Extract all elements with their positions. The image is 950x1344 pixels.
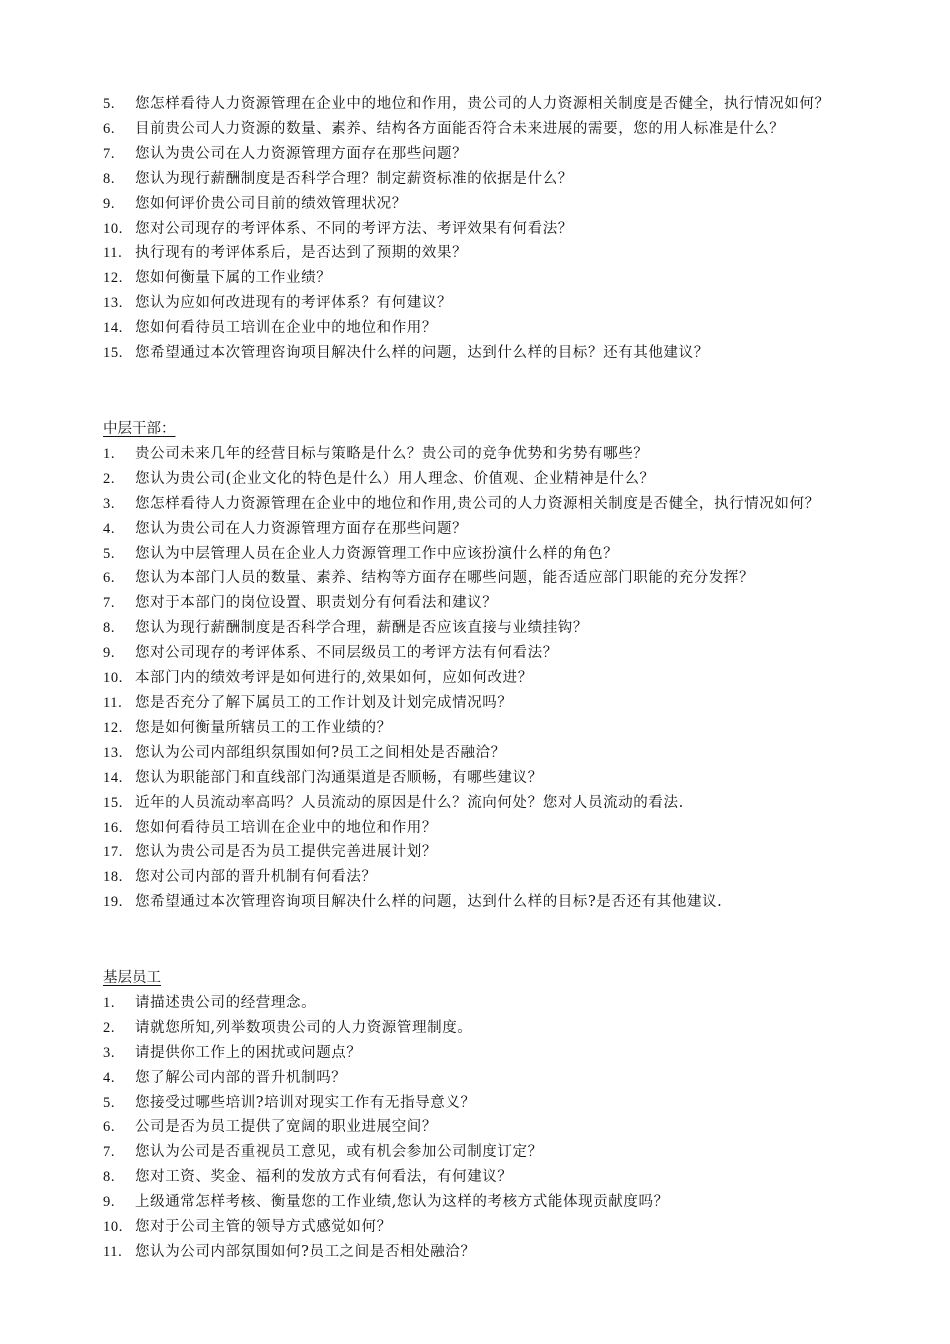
question-item: [103, 192, 873, 217]
question-number: 7.: [103, 145, 116, 162]
question-text: 请描述贵公司的经营理念。: [135, 994, 317, 1011]
question-item: [103, 542, 873, 567]
question-item: [103, 467, 873, 492]
question-number: 19.: [103, 894, 123, 911]
question-item: [103, 890, 873, 915]
question-number: 5.: [103, 545, 116, 562]
question-number: 8.: [103, 620, 116, 637]
question-number: 5.: [103, 96, 116, 112]
question-item: [103, 616, 873, 641]
question-number: 6.: [103, 1119, 116, 1136]
question-number: 11.: [103, 694, 123, 711]
question-number: 13.: [103, 744, 123, 761]
question-text: 近年的人员流动率高吗？人员流动的原因是什么？流向何处？您对人员流动的看法.: [135, 794, 684, 811]
question-text: 您是如何衡量所辖员工的工作业绩的？: [135, 719, 392, 736]
question-item: [103, 641, 873, 666]
question-item: [103, 1041, 873, 1066]
question-number: 10.: [103, 220, 123, 237]
question-number: 4.: [103, 520, 116, 537]
question-text: 您对公司现存的考评体系、不同的考评方法、考评效果有何看法？: [135, 220, 573, 237]
question-text: 您认为贵公司在人力资源管理方面存在那些问题？: [135, 145, 468, 162]
question-item: [103, 142, 873, 167]
question-text: 您认为贵公司是否为员工提供完善进展计划？: [135, 844, 437, 861]
question-item: [103, 291, 873, 316]
question-text: 您认为应如何改进现有的考评体系？有何建议？: [135, 295, 453, 312]
question-item: [103, 691, 873, 716]
question-text: 您认为本部门人员的数量、素养、结构等方面存在哪些问题，能否适应部门职能的充分发挥？: [135, 570, 755, 587]
question-number: 1.: [103, 994, 116, 1011]
question-item: [103, 341, 873, 366]
question-item: [103, 241, 873, 266]
question-item: [103, 1240, 873, 1265]
question-item: [103, 167, 873, 192]
question-number: 12.: [103, 270, 123, 287]
question-number: 2.: [103, 470, 116, 487]
question-item: [103, 1016, 873, 1041]
question-item: [103, 1066, 873, 1091]
question-text: 您认为贵公司在人力资源管理方面存在那些问题？: [135, 520, 468, 537]
question-item: [103, 117, 873, 142]
question-item: [103, 741, 873, 766]
question-text: 您是否充分了解下属员工的工作计划及计划完成情况吗？: [135, 694, 513, 711]
question-item: [103, 492, 873, 517]
question-section-top: [103, 92, 873, 366]
question-number: 17.: [103, 844, 123, 861]
question-number: 14.: [103, 769, 123, 786]
question-text: 您怎样看待人力资源管理在企业中的地位和作用，贵公司的人力资源相关制度是否健全，执行情况如何？: [135, 96, 830, 112]
question-text: 贵公司未来几年的经营目标与策略是什么？贵公司的竞争优势和劣势有哪些？: [135, 445, 649, 462]
question-text: 您对公司现存的考评体系、不同层级员工的考评方法有何看法？: [135, 645, 558, 662]
question-number: 18.: [103, 869, 123, 886]
question-text: 目前贵公司人力资源的数量、素养、结构各方面能否符合未来进展的需要，您的用人标准是什么？: [135, 120, 785, 137]
question-number: 6.: [103, 570, 116, 587]
question-number: 3.: [103, 495, 116, 512]
question-text: 您接受过哪些培训?培训对现实工作有无指导意义？: [135, 1094, 476, 1111]
question-number: 5.: [103, 1094, 116, 1111]
question-item: [103, 716, 873, 741]
question-number: 14.: [103, 320, 123, 337]
question-list: [103, 991, 873, 1265]
question-item: [103, 1190, 873, 1215]
question-text: 您了解公司内部的晋升机制吗？: [135, 1069, 347, 1086]
section-heading: 中层干部：: [103, 421, 176, 437]
question-item: [103, 991, 873, 1016]
question-number: 2.: [103, 1019, 116, 1036]
question-item: [103, 840, 873, 865]
question-text: 您对工资、奖金、福利的发放方式有何看法，有何建议？: [135, 1169, 513, 1186]
question-text: 您认为公司内部氛围如何?员工之间是否相处融洽？: [135, 1243, 476, 1260]
question-number: 4.: [103, 1069, 116, 1086]
question-item: [103, 1165, 873, 1190]
question-text: 您如何看待员工培训在企业中的地位和作用？: [135, 320, 437, 337]
question-number: 12.: [103, 719, 123, 736]
question-text: 本部门内的绩效考评是如何进行的,效果如何，应如何改进？: [135, 670, 533, 687]
question-number: 3.: [103, 1044, 116, 1061]
question-number: 9.: [103, 645, 116, 662]
question-text: 公司是否为员工提供了宽阔的职业进展空间？: [135, 1119, 437, 1136]
question-number: 11.: [103, 245, 123, 262]
question-text: 您对于公司主管的领导方式感觉如何？: [135, 1219, 392, 1236]
question-text: 您对公司内部的晋升机制有何看法？: [135, 869, 377, 886]
question-item: [103, 791, 873, 816]
question-text: 您如何评价贵公司目前的绩效管理状况？: [135, 195, 407, 212]
question-text: 您认为公司内部组织氛围如何?员工之间相处是否融洽？: [135, 744, 506, 761]
question-number: 9.: [103, 195, 116, 212]
question-text: 您希望通过本次管理咨询项目解决什么样的问题，达到什么样的目标?是否还有其他建议.: [135, 894, 723, 911]
question-text: 您认为中层管理人员在企业人力资源管理工作中应该扮演什么样的角色？: [135, 545, 619, 562]
question-text: 您怎样看待人力资源管理在企业中的地位和作用,贵公司的人力资源相关制度是否健全，执行情况如何？: [135, 495, 820, 512]
question-item: [103, 865, 873, 890]
question-text: 您希望通过本次管理咨询项目解决什么样的问题，达到什么样的目标？还有其他建议？: [135, 345, 709, 362]
question-section-staff: [103, 966, 873, 1265]
question-number: 10.: [103, 670, 123, 687]
question-number: 9.: [103, 1194, 116, 1211]
question-item: [103, 1091, 873, 1116]
question-number: 16.: [103, 819, 123, 836]
question-item: [103, 92, 873, 117]
question-item: [103, 1215, 873, 1240]
question-item: [103, 266, 873, 291]
question-item: [103, 591, 873, 616]
question-item: [103, 217, 873, 242]
question-text: 您如何看待员工培训在企业中的地位和作用？: [135, 819, 437, 836]
question-text: 请就您所知,列举数项贵公司的人力资源管理制度。: [135, 1019, 473, 1036]
question-text: 执行现有的考评体系后，是否达到了预期的效果？: [135, 245, 468, 262]
question-number: 7.: [103, 1144, 116, 1161]
question-text: 您认为公司是否重视员工意见，或有机会参加公司制度订定？: [135, 1144, 543, 1161]
question-text: 请提供你工作上的困扰或问题点？: [135, 1044, 362, 1061]
question-text: 您认为现行薪酬制度是否科学合理？制定薪资标准的依据是什么？: [135, 170, 573, 187]
question-item: [103, 1140, 873, 1165]
question-item: [103, 1115, 873, 1140]
question-item: [103, 442, 873, 467]
question-number: 6.: [103, 120, 116, 137]
question-number: 13.: [103, 295, 123, 312]
question-text: 您认为职能部门和直线部门沟通渠道是否顺畅，有哪些建议？: [135, 769, 543, 786]
question-number: 7.: [103, 595, 116, 612]
question-item: [103, 666, 873, 691]
question-text: 上级通常怎样考核、衡量您的工作业绩,您认为这样的考核方式能体现贡献度吗？: [135, 1194, 669, 1211]
question-text: 您认为贵公司(企业文化的特色是什么）用人理念、价值观、企业精神是什么？: [135, 470, 655, 487]
question-item: [103, 766, 873, 791]
question-text: 您认为现行薪酬制度是否科学合理，薪酬是否应该直接与业绩挂钩？: [135, 620, 588, 637]
question-item: [103, 316, 873, 341]
question-item: [103, 566, 873, 591]
question-number: 15.: [103, 345, 123, 362]
section-heading: 基层员工: [103, 970, 161, 986]
question-section-middle-managers: [103, 417, 873, 915]
question-text: 您如何衡量下属的工作业绩？: [135, 270, 332, 287]
question-list: [103, 442, 873, 915]
question-number: 1.: [103, 445, 116, 462]
question-number: 10.: [103, 1219, 123, 1236]
question-number: 8.: [103, 170, 116, 187]
question-number: 11.: [103, 1243, 123, 1260]
question-list: [103, 92, 873, 366]
question-item: [103, 517, 873, 542]
question-number: 8.: [103, 1169, 116, 1186]
question-item: [103, 816, 873, 841]
question-number: 15.: [103, 794, 123, 811]
question-text: 您对于本部门的岗位设置、职责划分有何看法和建议？: [135, 595, 498, 612]
